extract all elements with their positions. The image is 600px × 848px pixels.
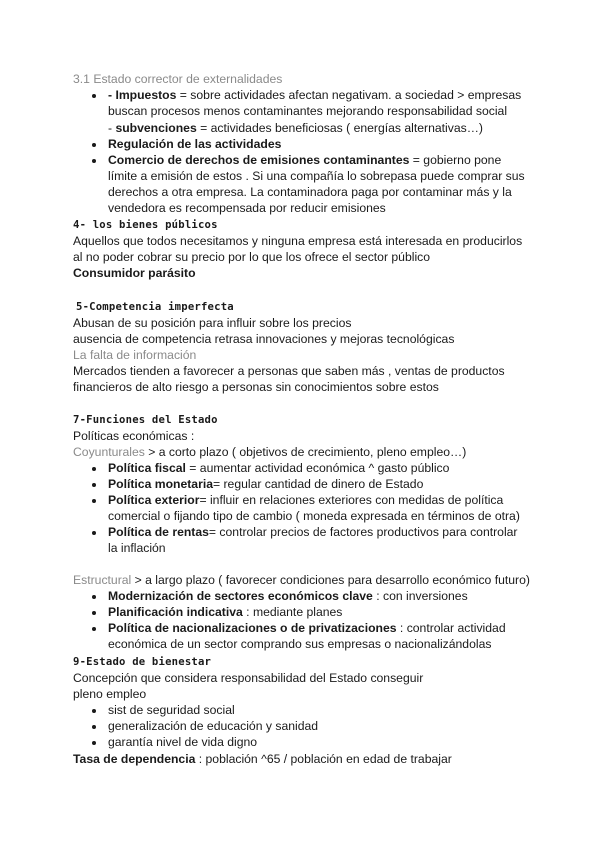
bienestar-bullet-3: garantía nivel de vida digno xyxy=(108,735,258,749)
impuestos-item xyxy=(108,87,521,103)
bullet-dot xyxy=(92,159,96,163)
estructural-line xyxy=(73,572,530,588)
bullet-dot xyxy=(92,531,96,535)
monetaria-text: = regular cantidad de dinero de Estado xyxy=(212,477,424,491)
bullet-dot xyxy=(92,725,96,729)
planificacion-item xyxy=(108,604,342,620)
rentas-item xyxy=(108,524,518,540)
consumidor-parasito: Consumidor parásito xyxy=(73,266,196,280)
comercio-continuation-3: vendedora es recompensada por reducir emisiones xyxy=(108,201,386,215)
impuestos-continuation: buscan procesos menos contaminantes mejorando responsabilidad social xyxy=(108,104,508,118)
impuestos-label: - Impuestos xyxy=(108,88,177,102)
section-heading-4: 4- los bienes públicos xyxy=(73,219,218,231)
exterior-continuation: comercial o fijando tipo de cambio ( moneda expresada en términos de otra) xyxy=(108,509,520,523)
bienestar-bullet-1: sist de seguridad social xyxy=(108,703,235,717)
impuestos-text: = sobre actividades afectan negativam. a sociedad > empresas xyxy=(176,88,522,102)
bullet-dot xyxy=(92,611,96,615)
bullet-dot xyxy=(92,143,96,147)
comercio-continuation-1: límite a emisión de estos . Si una compañía lo sobrepasa puede comprar sus xyxy=(108,169,525,183)
section-heading-5: 5-Competencia imperfecta xyxy=(76,301,234,313)
subvenciones-text: = actividades beneficiosas ( energías alternativas…) xyxy=(196,121,483,135)
estructural-text: > a largo plazo ( favorecer condiciones para desarrollo económico futuro) xyxy=(131,573,530,587)
bienestar-line-2: pleno empleo xyxy=(73,687,147,701)
competencia-line-1: Abusan de su posición para influir sobre los precios xyxy=(73,316,352,330)
competencia-line-4: Mercados tienden a favorecer a personas que saben más , ventas de productos xyxy=(73,364,505,378)
exterior-item xyxy=(108,492,503,508)
bullet-dot xyxy=(92,709,96,713)
subvenciones-label: subvenciones xyxy=(115,121,197,135)
monetaria-item xyxy=(108,476,423,492)
fiscal-item xyxy=(108,460,449,476)
bullet-dot xyxy=(92,467,96,471)
comercio-item xyxy=(108,152,501,168)
comercio-text: = gobierno pone xyxy=(409,153,502,167)
planificacion-label: Planificación indicativa xyxy=(108,605,243,619)
nacionalizaciones-item xyxy=(108,620,506,636)
bullet-dot xyxy=(92,94,96,98)
section-heading-9: 9-Estado de bienestar xyxy=(73,656,212,668)
coyunturales-text: > a corto plazo ( objetivos de crecimiento, pleno empleo…) xyxy=(144,445,467,459)
coyunturales-line xyxy=(73,444,466,460)
modernizacion-label: Modernización de sectores económicos clave xyxy=(108,589,373,603)
politicas-intro: Políticas económicas : xyxy=(73,429,195,443)
section-heading-7: 7-Funciones del Estado xyxy=(73,414,218,426)
bienes-line-2: al no poder cobrar su precio por lo que los ofrece el sector público xyxy=(73,250,431,264)
coyunturales-label: Coyunturales xyxy=(73,445,145,459)
bullet-dot xyxy=(92,595,96,599)
nacionalizaciones-text: : controlar actividad xyxy=(396,621,506,635)
bullet-dot xyxy=(92,483,96,487)
bullet-dot xyxy=(92,741,96,745)
fiscal-label: Política fiscal xyxy=(108,461,186,475)
fiscal-text: = aumentar actividad económica ^ gasto público xyxy=(185,461,450,475)
nacionalizaciones-continuation: económica de un sector comprando sus empresas o nacionalizándolas xyxy=(108,637,492,651)
bullet-dot xyxy=(92,499,96,503)
exterior-label: Política exterior xyxy=(108,493,200,507)
subvenciones-prefix: - xyxy=(108,121,116,135)
competencia-line-5: financieros de alto riesgo a personas sin conocimientos sobre estos xyxy=(73,380,439,394)
comercio-label: Comercio de derechos de emisiones contaminantes xyxy=(108,153,410,167)
rentas-continuation: la inflación xyxy=(108,541,166,555)
tasa-label: Tasa de dependencia xyxy=(73,752,196,766)
competencia-line-2: ausencia de competencia retrasa innovaciones y mejoras tecnológicas xyxy=(73,332,455,346)
bienestar-line-1: Concepción que considera responsabilidad del Estado conseguir xyxy=(73,671,424,685)
bienes-line-1: Aquellos que todos necesitamos y ninguna empresa está interesada en producirlos xyxy=(73,234,523,248)
monetaria-label: Política monetaria xyxy=(108,477,213,491)
modernizacion-text: : con inversiones xyxy=(372,589,468,603)
rentas-text: = controlar precios de factores productivos para controlar xyxy=(208,525,518,539)
planificacion-text: : mediante planes xyxy=(242,605,343,619)
section-title-3-1: 3.1 Estado corrector de externalidades xyxy=(73,72,283,86)
tasa-dependencia xyxy=(73,751,452,767)
bienestar-bullet-2: generalización de educación y sanidad xyxy=(108,719,319,733)
tasa-text: : población ^65 / población en edad de trabajar xyxy=(195,752,452,766)
nacionalizaciones-label: Política de nacionalizaciones o de privatizaciones xyxy=(108,621,397,635)
estructural-label: Estructural xyxy=(73,573,132,587)
regulacion-item: Regulación de las actividades xyxy=(108,137,282,151)
exterior-text: = influir en relaciones exteriores con medidas de política xyxy=(199,493,504,507)
rentas-label: Política de rentas xyxy=(108,525,209,539)
subvenciones-item xyxy=(108,120,483,136)
modernizacion-item xyxy=(108,588,468,604)
comercio-continuation-2: derechos a otra empresa. La contaminadora paga por contaminar más y la xyxy=(108,185,512,199)
falta-informacion: La falta de información xyxy=(73,348,197,362)
bullet-dot xyxy=(92,627,96,631)
